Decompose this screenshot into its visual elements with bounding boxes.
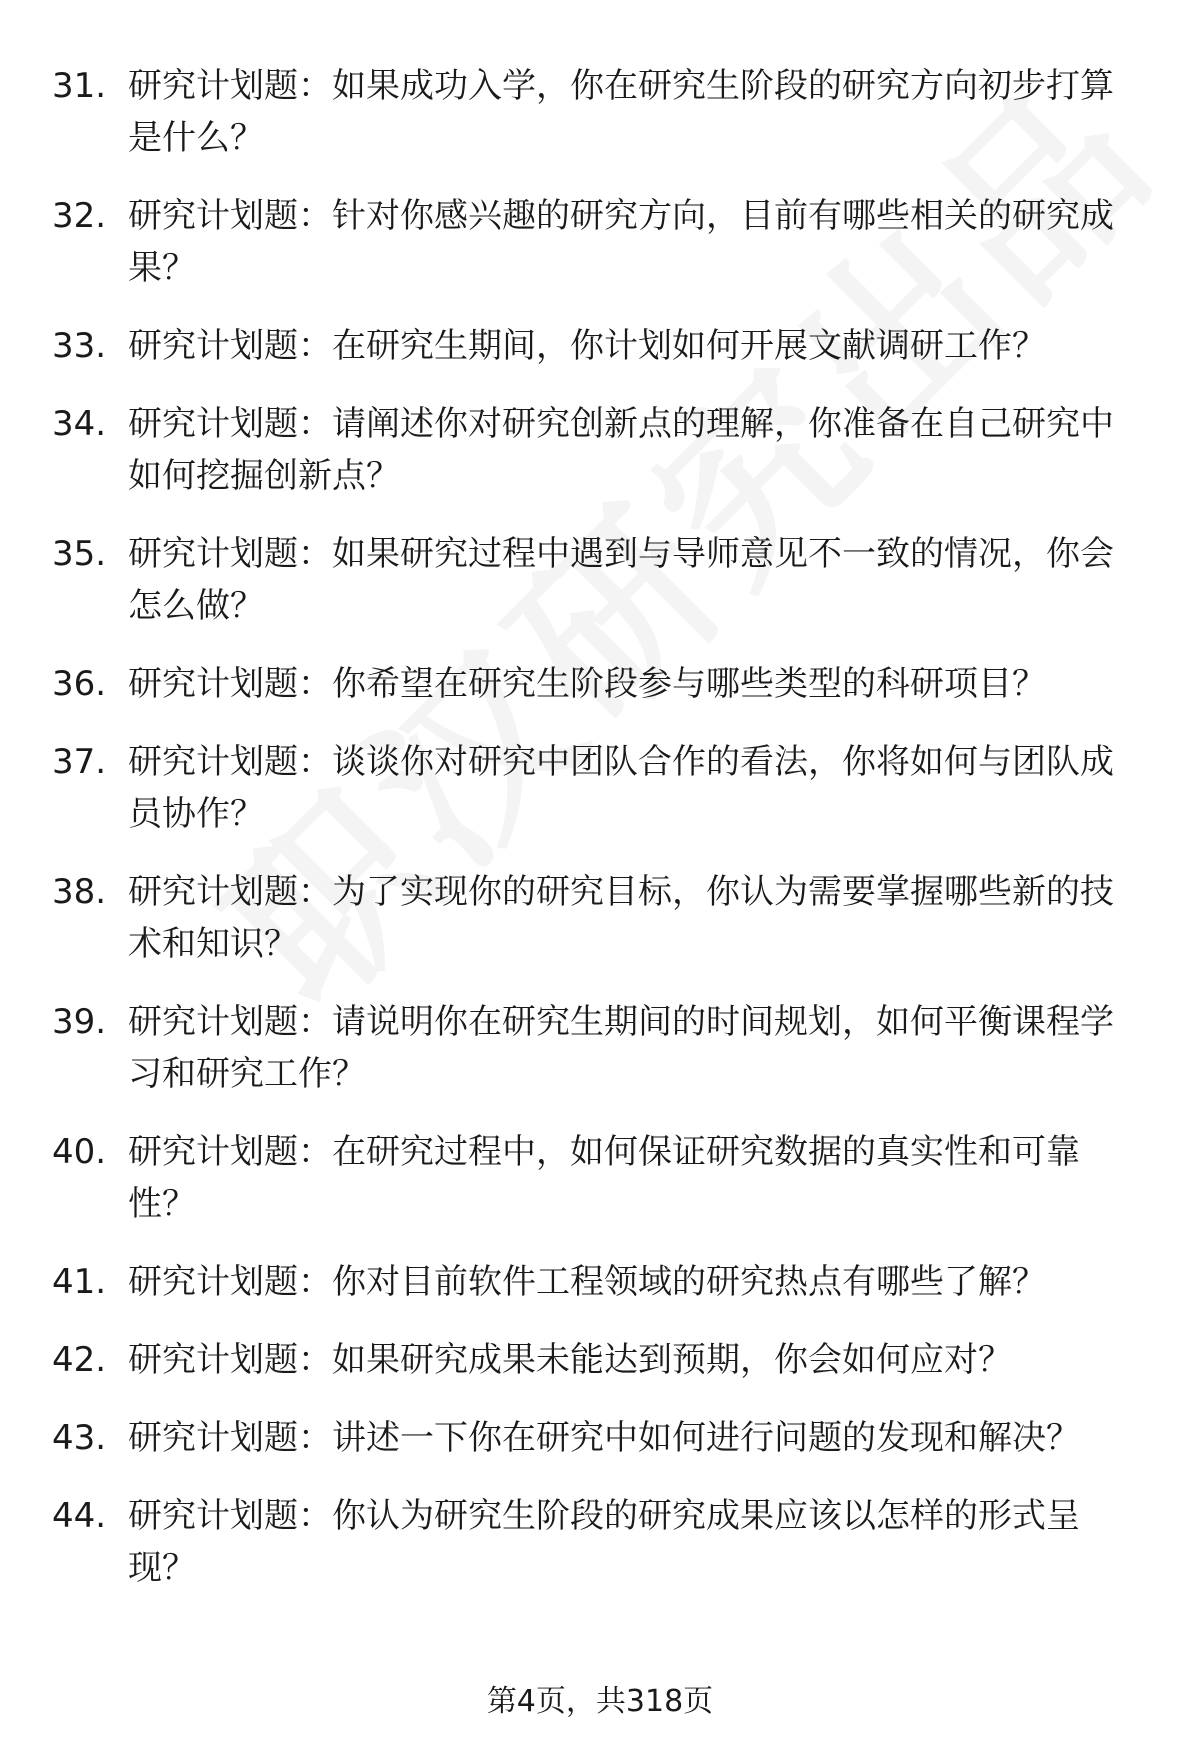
question-number: 40. xyxy=(52,1132,107,1172)
question-item-33 xyxy=(0,320,1200,372)
question-text: 研究计划题：谈谈你对研究中团队合作的看法，你将如何与团队成员协作？ xyxy=(128,742,1114,834)
question-number: 41. xyxy=(52,1262,107,1302)
question-item-41 xyxy=(0,1256,1200,1308)
question-text: 研究计划题：你认为研究生阶段的研究成果应该以怎样的形式呈现？ xyxy=(128,1496,1080,1588)
question-item-34 xyxy=(0,398,1200,502)
question-item-38 xyxy=(0,866,1200,970)
question-item-40 xyxy=(0,1126,1200,1230)
question-text: 研究计划题：讲述一下你在研究中如何进行问题的发现和解决？ xyxy=(128,1418,1080,1458)
question-number: 36. xyxy=(52,664,107,704)
question-text: 研究计划题：请说明你在研究生期间的时间规划，如何平衡课程学习和研究工作？ xyxy=(128,1002,1114,1094)
question-number: 31. xyxy=(52,66,107,106)
question-number: 35. xyxy=(52,534,107,574)
question-list xyxy=(0,60,1200,1620)
question-number: 32. xyxy=(52,196,107,236)
question-number: 42. xyxy=(52,1340,107,1380)
question-text: 研究计划题：针对你感兴趣的研究方向，目前有哪些相关的研究成果？ xyxy=(128,196,1114,288)
question-text: 研究计划题：如果研究成果未能达到预期，你会如何应对？ xyxy=(128,1340,1012,1380)
question-item-35 xyxy=(0,528,1200,632)
question-text: 研究计划题：如果成功入学，你在研究生阶段的研究方向初步打算是什么？ xyxy=(128,66,1114,158)
question-text: 研究计划题：如果研究过程中遇到与导师意见不一致的情况，你会怎么做？ xyxy=(128,534,1114,626)
question-number: 39. xyxy=(52,1002,107,1042)
question-item-39 xyxy=(0,996,1200,1100)
question-number: 43. xyxy=(52,1418,107,1458)
question-text: 研究计划题：在研究生期间，你计划如何开展文献调研工作？ xyxy=(128,326,1046,366)
question-item-37 xyxy=(0,736,1200,840)
question-item-44 xyxy=(0,1490,1200,1594)
question-number: 34. xyxy=(52,404,107,444)
question-text: 研究计划题：你希望在研究生阶段参与哪些类型的科研项目？ xyxy=(128,664,1046,704)
question-text: 研究计划题：在研究过程中，如何保证研究数据的真实性和可靠性？ xyxy=(128,1132,1080,1224)
question-number: 37. xyxy=(52,742,107,782)
question-number: 38. xyxy=(52,872,107,912)
question-item-31 xyxy=(0,60,1200,164)
question-text: 研究计划题：你对目前软件工程领域的研究热点有哪些了解？ xyxy=(128,1262,1046,1302)
question-text: 研究计划题：请阐述你对研究创新点的理解，你准备在自己研究中如何挖掘创新点？ xyxy=(128,404,1114,496)
question-number: 33. xyxy=(52,326,107,366)
question-item-43 xyxy=(0,1412,1200,1464)
question-text: 研究计划题：为了实现你的研究目标，你认为需要掌握哪些新的技术和知识？ xyxy=(128,872,1114,964)
question-item-42 xyxy=(0,1334,1200,1386)
question-item-36 xyxy=(0,658,1200,710)
question-item-32 xyxy=(0,190,1200,294)
page-number-footer: 第4页，共318页 xyxy=(486,1684,714,1719)
question-number: 44. xyxy=(52,1496,107,1536)
